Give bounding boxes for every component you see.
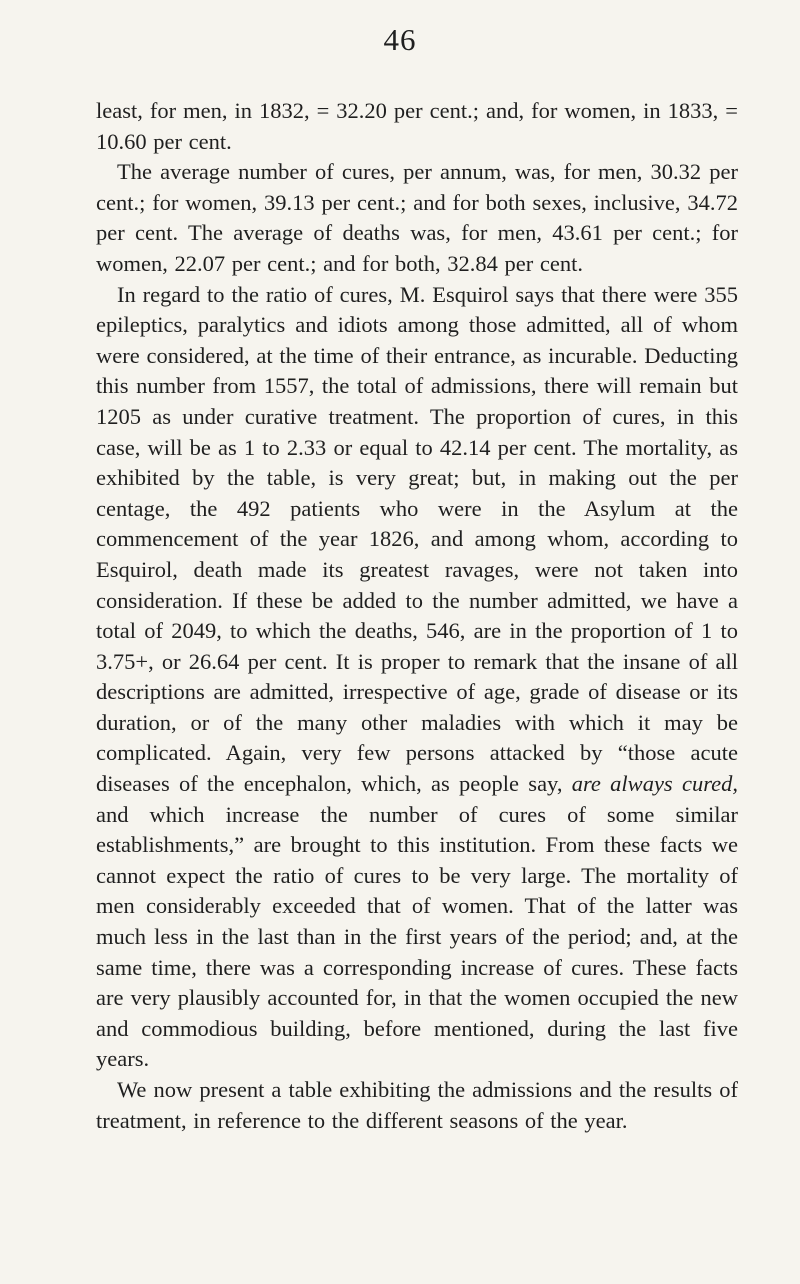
page-number: 46 (383, 22, 417, 57)
italic-phrase: are always cured, (571, 771, 738, 797)
paragraph-continuation: least, for men, in 1832, = 32.20 per cent.; and, for women, in 1833, = 10.60 per cent. (96, 98, 738, 154)
paragraph-ratio-of-cures (96, 280, 738, 1075)
paragraph-table-intro: We now present a table exhibiting the admissions and the results of treatment, in reference to the different seasons of the year. (96, 1077, 738, 1133)
page-body (96, 96, 738, 1136)
paragraph-average-cures: The average number of cures, per annum, was, for men, 30.32 per cent.; for women, 39.13 per cent.; and for both sexes, inclusive, 34.72 per cent. The average of deaths was, for men, 43.61 per cent.; for women, 22.07 per cent.; and for both, 32.84 per cent. (96, 159, 738, 276)
paragraph-ratio-text-start: In regard to the ratio of cures, M. Esquirol says that there were 355 epileptics, paralytics and idiots among those admitted, all of whom were considered, at the time of their entrance, as incurable. Deducting this number from 1557, the total of admissions, there will remain but 1205 as under curative treatment. The proportion of cures, in this case, will be as 1 to 2.33 or equal to 42.14 per cent. The mortality, as exhibited by the table, is very great; but, in making out the per centage, the 492 patients who were in the Asylum at the commencement of the year 1826, and among whom, according to Esquirol, death made its greatest ravages, were not taken into consideration. If these be added to the number admitted, we have a total of 2049, to which the deaths, 546, are in the proportion of 1 to 3.75+, or 26.64 per cent. It is proper to remark that the insane of all descriptions are admitted, irrespective of age, grade of disease or its duration, or of the many other maladies with which it may be complicated. Again, very few persons attacked by “those acute diseases of the encephalon, which, as people say, (96, 281, 738, 797)
paragraph-ratio-text-end: and which increase the number of cures of some similar establishments,” are brought to this institution. From these facts we cannot expect the ratio of cures to be very large. The mortality of men considerably exceeded that of women. That of the latter was much less in the last than in the first years of the period; and, at the same time, there was a corresponding increase of cures. These facts are very plausibly accounted for, in that the women occupied the new and commodious building, before mentioned, during the last five years. (96, 801, 738, 1072)
